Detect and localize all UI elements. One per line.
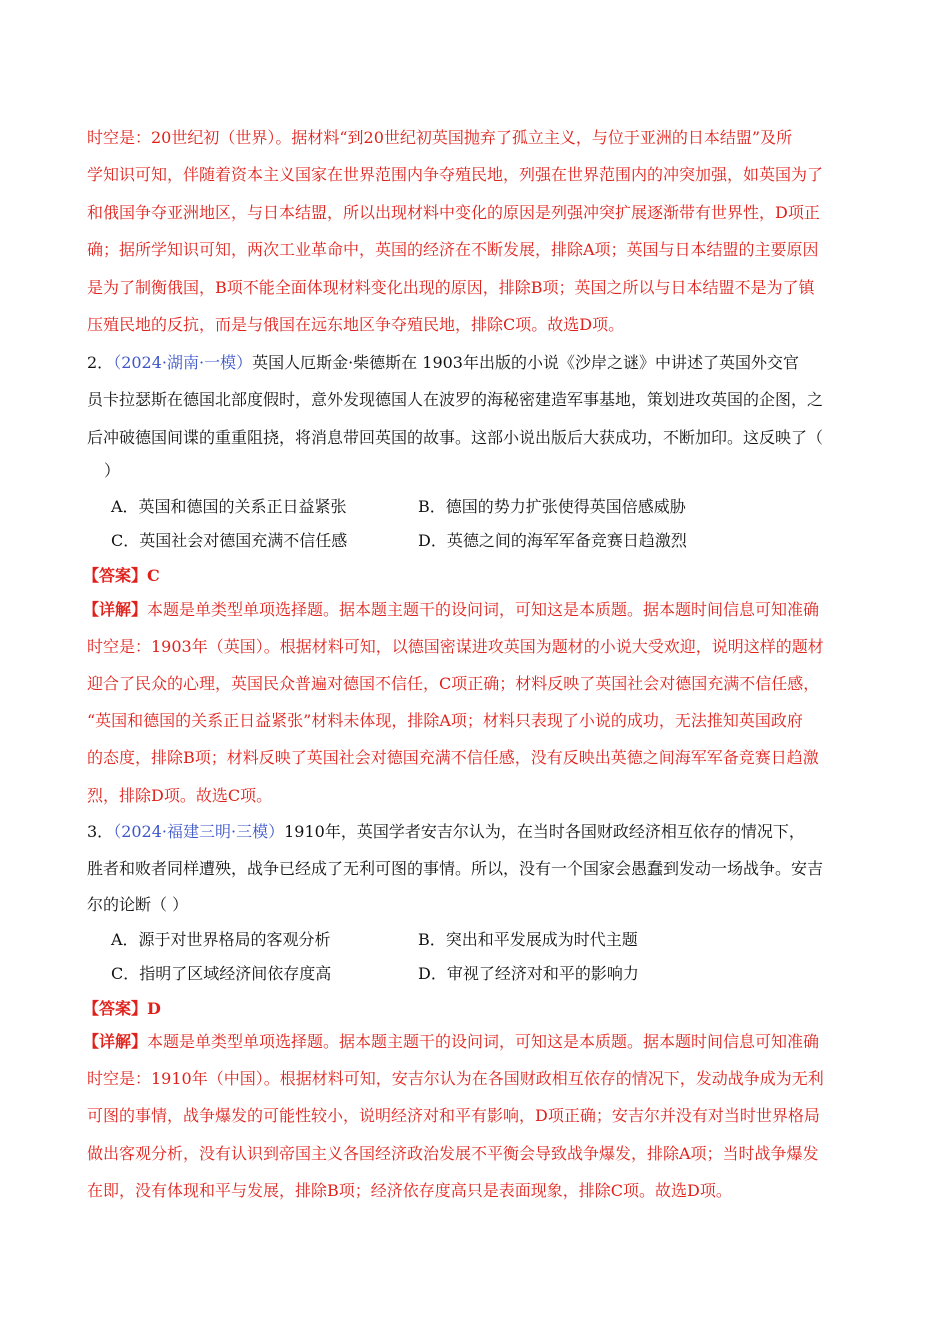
option-d: D．审视了经济对和平的影响力 [418,964,639,983]
question-stem-line: 后冲破德国间谍的重重阻挠，将消息带回英国的故事。这部小说出版后大获成功，不断加印。这反映了（ [87,428,824,447]
question-stem-line: 员卡拉瑟斯在德国北部度假时，意外发现德国人在波罗的海秘密建造军事基地，策划进攻英国的企图，之 [87,390,824,409]
detail-line: 的态度，排除B项；材料反映了英国社会对德国充满不信任感，没有反映出英德之间海军军备竞赛日趋激 [87,748,819,767]
detail-line: 迎合了民众的心理，英国民众普遍对德国不信任，C项正确；材料反映了英国社会对德国充满不信任感， [87,674,820,693]
option-d: D．英德之间的海军军备竞赛日趋激烈 [418,531,687,550]
question-stem-line: 胜者和败者同样遭殃，战争已经成了无利可图的事情。所以，没有一个国家会愚蠢到发动一场战争。安吉 [87,859,824,878]
question-stem-line: 尔的论断（ ） [87,895,189,914]
question-stem-text: 1910年，英国学者安吉尔认为，在当时各国财政经济相互依存的情况下， [284,822,805,841]
detail-line: 烈，排除D项。故选C项。 [87,786,273,805]
text-line: 和俄国争夺亚洲地区，与日本结盟，所以出现材料中变化的原因是列强冲突扩展逐渐带有世界性，D项正 [87,203,820,222]
detail-label: 【详解】 [83,600,148,619]
answer-value: D [147,999,161,1018]
text-line: 时空是：20世纪初（世界）。据材料“到20世纪初英国抛弃了孤立主义，与位于亚洲的日本结盟”及所 [87,128,793,147]
detail-line: 做出客观分析，没有认识到帝国主义各国经济政治发展不平衡会导致战争爆发，排除A项；当时战争爆发 [87,1144,819,1163]
answer-label: 【答案】 [83,999,148,1018]
text-line: 压殖民地的反抗，而是与俄国在远东地区争夺殖民地，排除C项。故选D项。 [87,315,625,334]
question-stem-text: 英国人厄斯金·柴德斯在 1903年出版的小说《沙岸之谜》中讲述了英国外交官 [252,353,799,372]
question-stem-line [87,822,805,842]
detail-line: 时空是：1903年（英国）。根据材料可知，以德国密谋进攻英国为题材的小说大受欢迎，说明这样的题材 [87,637,824,656]
question-number: 3． [87,822,114,841]
question-number: 2． [87,353,114,372]
option-a: A．源于对世界格局的客观分析 [111,930,331,949]
answer-line [83,999,161,1019]
option-c: C．英国社会对德国充满不信任感 [111,531,348,550]
answer-value: C [147,566,160,585]
detail-line: 时空是：1910年（中国）。根据材料可知，安吉尔认为在各国财政相互依存的情况下，发动战争成为无利 [87,1069,824,1088]
text-line: 确；据所学知识可知，两次工业革命中，英国的经济在不断发展，排除A项；英国与日本结盟的主要原因 [87,240,819,259]
detail-line [83,600,819,620]
text-line: 是为了制衡俄国，B项不能全面体现材料变化出现的原因，排除B项；英国之所以与日本结盟不是为了镇 [87,278,815,297]
option-b: B．德国的势力扩张使得英国倍感威胁 [418,497,686,516]
option-c: C．指明了区域经济间依存度高 [111,964,332,983]
question-source: （2024·福建三明·三模） [113,822,285,841]
detail-text: 本题是单类型单项选择题。据本题主题干的设问词，可知这是本质题。据本题时间信息可知准确 [147,600,820,619]
option-a: A．英国和德国的关系正日益紧张 [111,497,347,516]
detail-line: 可图的事情，战争爆发的可能性较小，说明经济对和平有影响，D项正确；安吉尔并没有对当时世界格局 [87,1106,820,1125]
detail-line: 在即，没有体现和平与发展，排除B项；经济依存度高只是表面现象，排除C项。故选D项。 [87,1181,732,1200]
detail-line: “英国和德国的关系正日益紧张”材料未体现，排除A项；材料只表现了小说的成功，无法推知英国政府 [87,711,803,730]
answer-line [83,566,160,586]
question-stem-line [87,353,799,373]
question-stem-line: ） [104,461,121,480]
detail-line [83,1032,819,1052]
text-line: 学知识可知，伴随着资本主义国家在世界范围内争夺殖民地，列强在世界范围内的冲突加强，如英国为了 [87,165,824,184]
detail-label: 【详解】 [83,1032,148,1051]
option-b: B．突出和平发展成为时代主题 [418,930,638,949]
question-source: （2024·湖南·一模） [113,353,253,372]
answer-label: 【答案】 [83,566,148,585]
detail-text: 本题是单类型单项选择题。据本题主题干的设问词，可知这是本质题。据本题时间信息可知准确 [147,1032,820,1051]
